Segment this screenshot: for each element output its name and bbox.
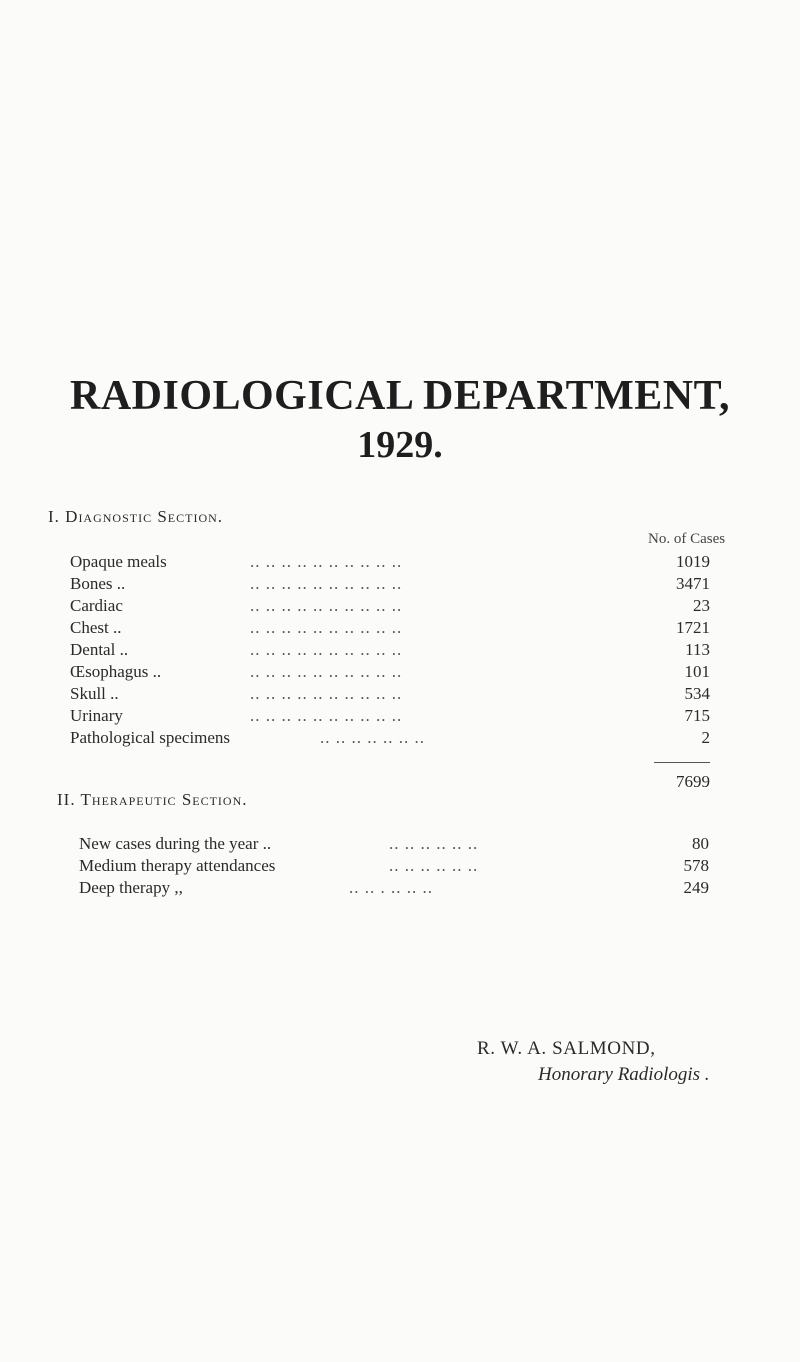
- row-value: 101: [684, 662, 710, 681]
- row-value: 715: [684, 706, 710, 725]
- table-row: [70, 595, 710, 617]
- page-title: RADIOLOGICAL DEPARTMENT,: [69, 373, 731, 419]
- row-label: Œsophagus ..: [70, 662, 162, 681]
- dot-leader: .. .. .. .. .. .. ..: [320, 728, 425, 747]
- table-row: [70, 639, 710, 661]
- table-row: [79, 877, 719, 899]
- dot-leader: .. .. .. .. .. .. .. .. .. ..: [250, 596, 403, 615]
- row-label: Bones ..: [70, 574, 126, 593]
- dot-leader: .. .. .. .. .. .. .. .. .. ..: [250, 640, 403, 659]
- dot-leader: .. .. .. .. .. ..: [389, 834, 479, 853]
- dot-leader: .. .. .. .. .. .. .. .. .. ..: [250, 662, 403, 681]
- row-value: 249: [683, 878, 709, 897]
- row-value: 23: [693, 596, 710, 615]
- row-label: Deep therapy ,,: [79, 878, 183, 897]
- row-label: Cardiac: [70, 596, 123, 615]
- row-label: Dental ..: [70, 640, 129, 659]
- total-rule: [654, 762, 710, 763]
- row-value: 80: [692, 834, 709, 853]
- therapeutic-section-heading: II. Therapeutic Section.: [57, 790, 248, 809]
- dot-leader: .. .. .. .. .. .. .. .. .. ..: [250, 706, 403, 725]
- row-label: New cases during the year ..: [79, 834, 272, 853]
- table-row: [70, 551, 710, 573]
- table-row: [70, 683, 710, 705]
- page-year: 1929.: [357, 424, 443, 466]
- dot-leader: .. .. .. .. .. .. .. .. .. ..: [250, 574, 403, 593]
- table-row: [79, 833, 719, 855]
- diagnostic-section-heading: I. Diagnostic Section.: [48, 507, 224, 526]
- cases-column-header: No. of Cases: [648, 531, 726, 547]
- table-row: [70, 727, 710, 749]
- row-label: Medium therapy attendances: [79, 856, 276, 875]
- table-row: [70, 661, 710, 683]
- table-row: [70, 705, 710, 727]
- dot-leader: .. .. . .. .. ..: [349, 878, 433, 897]
- dot-leader: .. .. .. .. .. .. .. .. .. ..: [250, 552, 403, 571]
- row-value: 113: [685, 640, 710, 659]
- row-value: 1019: [676, 552, 710, 571]
- table-row: [70, 573, 710, 595]
- row-value: 1721: [676, 618, 710, 637]
- row-label: Skull ..: [70, 684, 119, 703]
- row-value: 3471: [676, 574, 710, 593]
- row-label: Pathological specimens: [70, 728, 231, 747]
- signature-title: Honorary Radiologis .: [538, 1064, 710, 1085]
- table-row: [79, 855, 719, 877]
- row-label: Urinary: [70, 706, 123, 725]
- row-value: 2: [701, 728, 710, 747]
- row-value: 534: [684, 684, 710, 703]
- dot-leader: .. .. .. .. .. .. .. .. .. ..: [250, 684, 403, 703]
- table-row: [70, 617, 710, 639]
- row-value: 578: [683, 856, 709, 875]
- row-label: Opaque meals: [70, 552, 167, 571]
- dot-leader: .. .. .. .. .. ..: [389, 856, 479, 875]
- diagnostic-total: 7699: [676, 772, 710, 791]
- signature-name: R. W. A. SALMOND,: [477, 1038, 656, 1059]
- dot-leader: .. .. .. .. .. .. .. .. .. ..: [250, 618, 403, 637]
- row-label: Chest ..: [70, 618, 122, 637]
